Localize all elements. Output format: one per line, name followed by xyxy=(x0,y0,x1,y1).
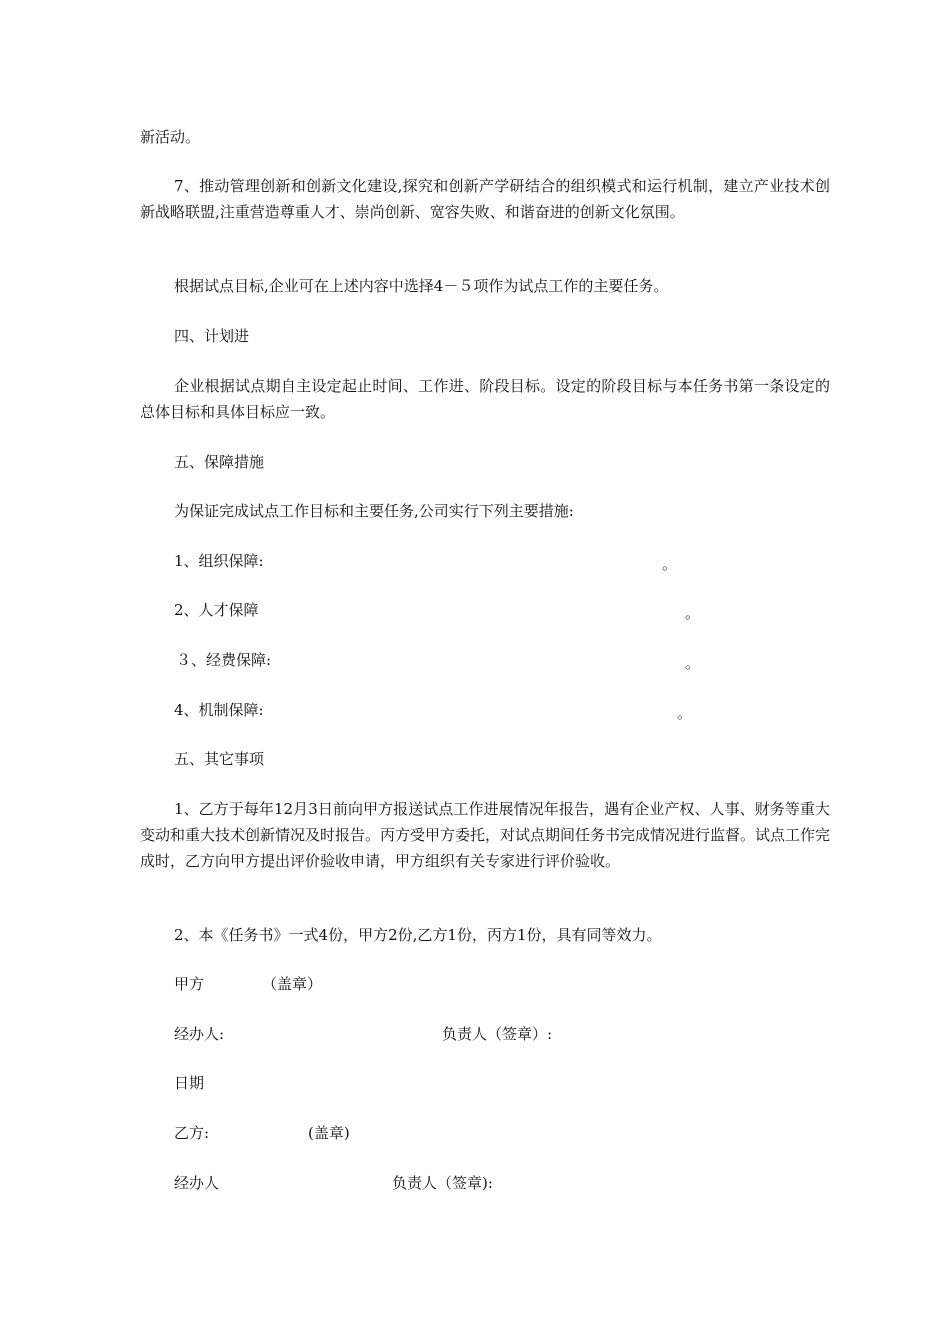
paragraph-selection-note: 根据试点目标,企业可在上述内容中选择4－５项作为试点工作的主要任务。 xyxy=(174,277,669,295)
section-heading-measures: 五、保障措施 xyxy=(174,453,265,471)
measure-item-mechanism: 4、机制保障: xyxy=(174,701,264,719)
measure-item-organization-period: 。 xyxy=(662,555,678,573)
party-a-seal: （盖章） xyxy=(262,975,323,993)
paragraph-copies: 2、本《任务书》一式4份，甲方2份,乙方1份，丙方1份，具有同等效力。 xyxy=(174,926,662,944)
party-a-leader: 负责人（签章）: xyxy=(442,1025,553,1043)
party-b-leader: 负责人（签章): xyxy=(392,1174,493,1192)
party-a-label: 甲方 xyxy=(174,975,205,993)
measure-item-talent-period: 。 xyxy=(685,604,701,622)
section-heading-plan: 四、计划进 xyxy=(174,327,250,345)
measure-item-mechanism-period: 。 xyxy=(677,704,693,722)
date-label: 日期 xyxy=(174,1074,205,1092)
party-b-label: 乙方: xyxy=(174,1124,210,1142)
paragraph-measures-intro: 为保证完成试点工作目标和主要任务,公司实行下列主要措施: xyxy=(174,502,574,520)
paragraph-plan: 企业根据试点期自主设定起止时间、工作进、阶段目标。设定的阶段目标与本任务书第一条设定的总体目标和具体目标应一致。 xyxy=(140,377,830,421)
measure-item-funding-period: 。 xyxy=(685,654,701,672)
party-a-handler: 经办人: xyxy=(174,1025,225,1043)
party-b-seal: (盖章) xyxy=(308,1124,350,1142)
party-b-handler: 经办人 xyxy=(174,1174,220,1192)
measure-item-funding: ３、经费保障: xyxy=(176,651,272,669)
section-heading-other: 五、其它事项 xyxy=(174,750,265,768)
measure-item-talent: 2、人才保障 xyxy=(174,601,259,619)
paragraph-reporting: 1、乙方于每年12月3日前向甲方报送试点工作进展情况年报告，遇有企业产权、人事、财务等重大变动和重大技术创新情况及时报告。丙方受甲方委托，对试点期间任务书完成情况进行监督。试点工作完成时，乙方向甲方提出评价验收申请，甲方组织有关专家进行评价验收。 xyxy=(140,800,831,870)
paragraph-item-7: 7、推动管理创新和创新文化建设,探究和创新产学研结合的组织模式和运行机制，建立产业技术创新战略联盟,注重营造尊重人才、崇尚创新、宽容失败、和谐奋进的创新文化氛围。 xyxy=(140,177,830,221)
measure-item-organization: 1、组织保障: xyxy=(174,552,264,570)
paragraph-continuation: 新活动。 xyxy=(140,128,201,146)
